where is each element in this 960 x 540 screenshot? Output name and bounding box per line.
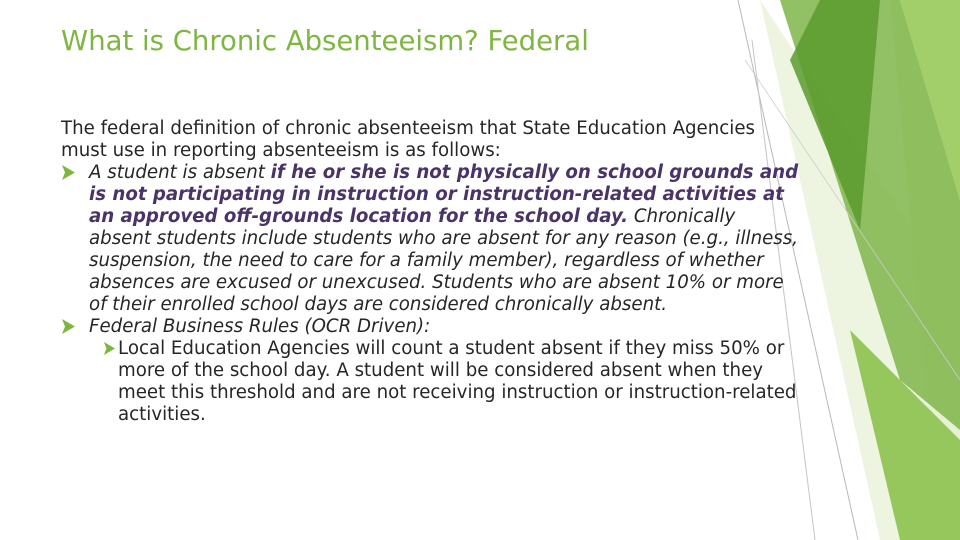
- slide-body: [61, 118, 801, 426]
- bullet-list: [61, 162, 801, 426]
- sub-bullet-text: Local Education Agencies will count a student absent if they miss 50% or more of the school day. A student will be considered absent when they meet this threshold and are not receiving instruction or instruction-related activities.: [118, 338, 797, 425]
- arrowhead-bullet-icon: [61, 319, 76, 334]
- intro-paragraph: The federal definition of chronic absenteeism that State Education Agencies must use in reporting absenteeism is as follows:: [61, 118, 755, 161]
- definition-lead: A student is absent: [89, 162, 271, 183]
- definition-rest: Chronically absent students include students who are absent for any reason (e.g., illness, suspension, the need to care for a family member), regardless of whether absences are excused or unexcused. Students who are absent 10% or more of their enrolled school days are considered chronically absent.: [89, 206, 799, 315]
- business-rules-text: Federal Business Rules (OCR Driven):: [89, 316, 431, 337]
- definition-emphasis: if he or she is not physically on school grounds and is not participating in instruction or instruction-related activities at an approved off-grounds location for the school day.: [89, 162, 799, 227]
- sub-bullet-list: [89, 338, 801, 426]
- arrowhead-bullet-icon: [61, 165, 76, 180]
- sub-bullet-item: [89, 338, 801, 426]
- arrowhead-bullet-icon: [103, 342, 116, 355]
- bullet-item-business-rules: [61, 316, 801, 426]
- slide-title: What is Chronic Absenteeism? Federal: [61, 25, 589, 57]
- bullet-item-definition: [61, 162, 801, 316]
